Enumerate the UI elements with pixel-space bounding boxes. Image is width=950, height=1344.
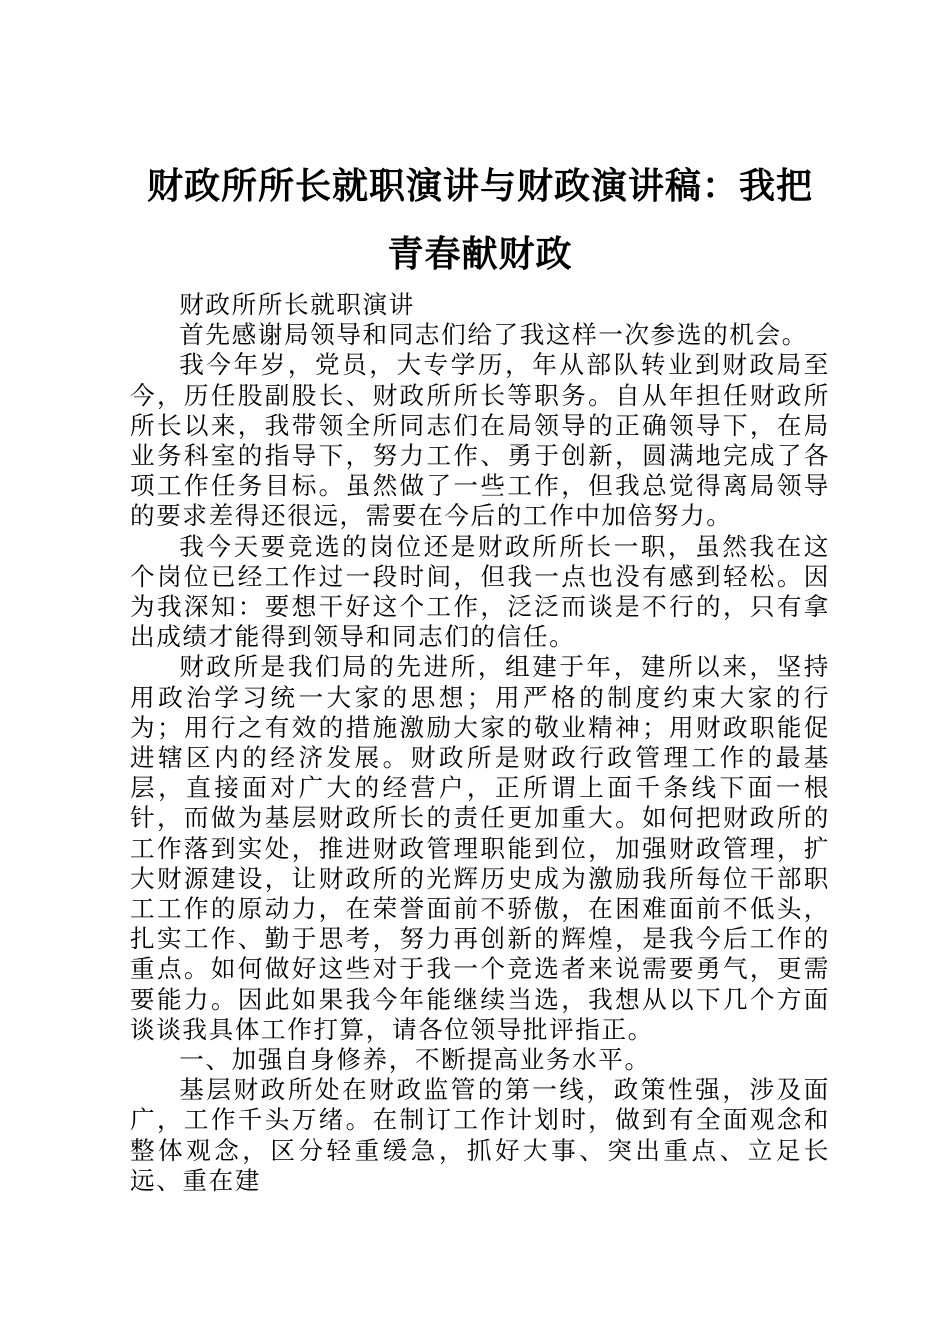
- paragraph: 我今年岁，党员，大专学历，年从部队转业到财政局至今，历任股副股长、财政所所长等职务。自从年担任财政所所长以来，我带领全所同志们在局领导的正确领导下，在局业务科室的指导下，努力工作、勇于创新，圆满地完成了各项工作任务目标。虽然做了一些工作，但我总觉得离局领导的要求差得还很远，需要在今后的工作中加倍努力。: [130, 350, 830, 531]
- paragraph: 首先感谢局领导和同志们给了我这样一次参选的机会。: [179, 320, 808, 350]
- document-title: 财政所所长就职演讲与财政演讲稿：我把青春献财政: [146, 165, 813, 275]
- section-heading: 一、加强自身修养，不断提高业务水平。: [179, 1045, 651, 1075]
- paragraph-subtitle: 财政所所长就职演讲: [179, 290, 415, 319]
- document-body: [130, 290, 830, 1196]
- paragraph: 财政所是我们局的先进所，组建于年，建所以来，坚持用政治学习统一大家的思想；用严格的制度约束大家的行为；用行之有效的措施激励大家的敬业精神；用财政职能促进辖区内的经济发展。财政所是财政行政管理工作的最基层，直接面对广大的经营户，正所谓上面千条线下面一根针，而做为基层财政所长的责任更加重大。如何把财政所的工作落到实处，推进财政管理职能到位，加强财政管理，扩大财源建设，让财政所的光辉历史成为激励我所每位干部职工工作的原动力，在荣誉面前不骄傲，在困难面前不低头，扎实工作、勤于思考，努力再创新的辉煌，是我今后工作的重点。如何做好这些对于我一个竞选者来说需要勇气，更需要能力。因此如果我今年能继续当选，我想从以下几个方面谈谈我具体工作打算，请各位领导批评指正。: [130, 652, 830, 1044]
- paragraph: 我今天要竞选的岗位还是财政所所长一职，虽然我在这个岗位已经工作过一段时间，但我一点也没有感到轻松。因为我深知：要想干好这个工作，泛泛而谈是不行的，只有拿出成绩才能得到领导和同志们的信任。: [130, 531, 830, 652]
- paragraph: 基层财政所处在财政监管的第一线，政策性强，涉及面广，工作千头万绪。在制订工作计划时，做到有全面观念和整体观念，区分轻重缓急，抓好大事、突出重点、立足长远、重在建: [130, 1075, 830, 1195]
